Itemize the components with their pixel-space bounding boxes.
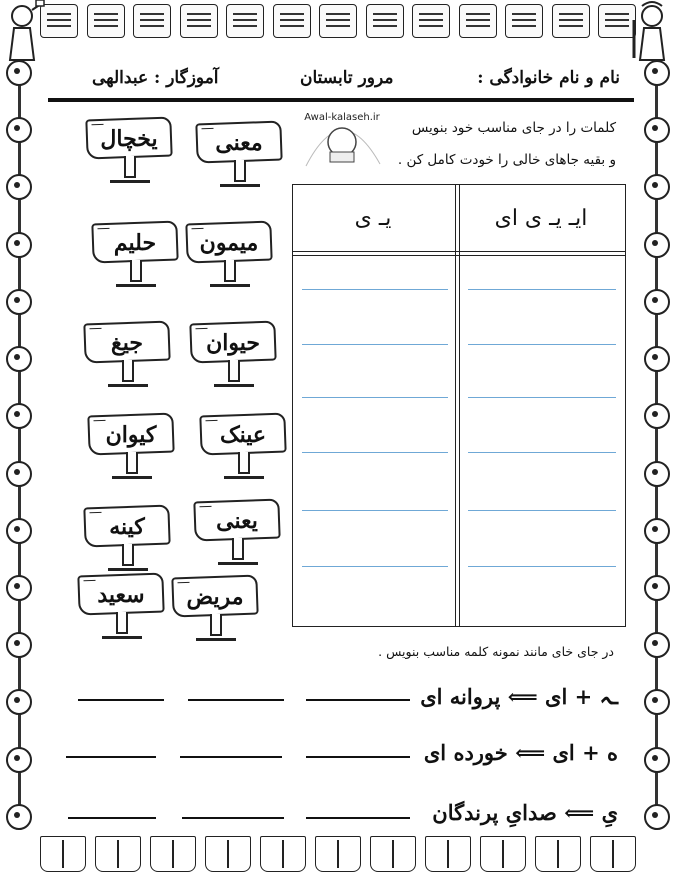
flower-icon (644, 804, 670, 830)
notebook-icon (412, 4, 450, 38)
open-book-icon (480, 836, 526, 872)
notebook-icon (366, 4, 404, 38)
bottom-instruction: در جای خای مانند نمونه کلمه مناسب بنویس . (378, 644, 614, 659)
writing-line[interactable] (302, 452, 448, 453)
flower-icon (644, 575, 670, 601)
example-row-2: ه + ای ⟸ خورده ای (423, 740, 618, 765)
open-book-icon (260, 836, 306, 872)
answer-blank[interactable] (78, 699, 164, 701)
word-sign (200, 408, 292, 482)
flower-icon (6, 232, 32, 258)
flower-icon (644, 289, 670, 315)
word-label: مریض (186, 584, 244, 610)
open-book-icon (315, 836, 361, 872)
flower-icon (644, 346, 670, 372)
word-sign (86, 112, 178, 186)
flower-icon (644, 632, 670, 658)
flower-icon (644, 117, 670, 143)
sign-grass (210, 278, 250, 287)
open-book-icon (205, 836, 251, 872)
notebook-icon (133, 4, 171, 38)
word-label: یعنی (216, 508, 258, 534)
page-title: مرور تابستان (300, 68, 394, 88)
writing-line[interactable] (302, 397, 448, 398)
sign-grass (214, 378, 254, 387)
word-sign (92, 216, 184, 290)
word-sign (84, 500, 176, 574)
notebook-icon (87, 4, 125, 38)
notebook-icon (273, 4, 311, 38)
word-label: میمون (199, 230, 259, 256)
notebook-icon (319, 4, 357, 38)
flower-icon (644, 232, 670, 258)
flower-icon (6, 518, 32, 544)
left-decorative-border (2, 60, 36, 830)
writing-line[interactable] (468, 397, 616, 398)
notebook-icon (180, 4, 218, 38)
notebook-icon (459, 4, 497, 38)
top-decorative-border (40, 4, 636, 40)
open-book-icon (370, 836, 416, 872)
sign-grass (220, 178, 260, 187)
logo-text: Awal-kalaseh.ir (304, 112, 380, 123)
flower-icon (6, 461, 32, 487)
writing-line[interactable] (468, 344, 616, 345)
flower-icon (6, 403, 32, 429)
answer-blank[interactable] (306, 699, 410, 701)
word-sign (196, 116, 288, 190)
notebook-icon (226, 4, 264, 38)
word-label: کینه (109, 514, 145, 540)
sign-grass (108, 378, 148, 387)
word-sign (78, 568, 170, 642)
writing-line[interactable] (468, 452, 616, 453)
flower-icon (644, 60, 670, 86)
sign-grass (218, 556, 258, 565)
column-header-left: یـ ی (354, 206, 392, 231)
writing-line[interactable] (468, 510, 616, 511)
sign-grass (102, 630, 142, 639)
flower-icon (6, 289, 32, 315)
flower-icon (6, 747, 32, 773)
writing-line[interactable] (302, 566, 448, 567)
writing-line[interactable] (468, 566, 616, 567)
name-label: نام و نام خانوادگی : (477, 68, 620, 88)
answer-blank[interactable] (306, 817, 410, 819)
word-label: معنی (215, 130, 263, 156)
header-rule (48, 98, 634, 102)
right-decorative-border (640, 60, 674, 830)
flower-icon (644, 403, 670, 429)
example-row-3: یِ ⟸ صدایِ پرندگان (432, 800, 618, 825)
flower-icon (6, 689, 32, 715)
notebook-icon (505, 4, 543, 38)
sign-grass (112, 470, 152, 479)
word-sign (190, 316, 282, 390)
answer-blank[interactable] (68, 817, 156, 819)
writing-line[interactable] (302, 289, 448, 290)
column-header-right: ایـ یـ ی ای (494, 206, 588, 231)
word-sign (84, 316, 176, 390)
site-logo (296, 106, 388, 172)
sign-grass (116, 278, 156, 287)
word-sign (172, 570, 264, 644)
instruction-line-2: و بقیه جاهای خالی را خودت کامل کن . (397, 152, 616, 168)
open-book-icon (590, 836, 636, 872)
open-book-icon (40, 836, 86, 872)
instruction-line-1: کلمات را در جای مناسب خود بنویس (411, 120, 616, 136)
flower-icon (6, 575, 32, 601)
answer-blank[interactable] (182, 817, 284, 819)
answer-blank[interactable] (180, 756, 282, 758)
writing-line[interactable] (302, 344, 448, 345)
word-label: حیوان (206, 330, 260, 356)
answer-blank[interactable] (306, 756, 410, 758)
flower-icon (644, 518, 670, 544)
example-row-1: ـہ + ای ⟸ پروانه ای (420, 684, 618, 709)
word-label: یخچال (100, 126, 158, 152)
answer-blank[interactable] (188, 699, 284, 701)
word-label: حلیم (113, 230, 157, 256)
word-label: جیغ (111, 330, 143, 356)
flower-icon (644, 174, 670, 200)
flower-icon (6, 174, 32, 200)
sign-grass (110, 174, 150, 183)
answer-blank[interactable] (66, 756, 156, 758)
word-sign (186, 216, 278, 290)
flower-icon (6, 117, 32, 143)
sign-grass (224, 470, 264, 479)
bottom-decorative-border (40, 836, 636, 876)
flower-icon (6, 804, 32, 830)
teacher-label: آموزگار : عبدالهی (92, 68, 219, 88)
flower-icon (6, 632, 32, 658)
word-label: کیوان (105, 422, 157, 448)
table-header-rule (292, 251, 626, 256)
open-book-icon (425, 836, 471, 872)
notebook-icon (552, 4, 590, 38)
flower-icon (644, 747, 670, 773)
open-book-icon (150, 836, 196, 872)
flower-icon (6, 60, 32, 86)
word-sign (88, 408, 180, 482)
flower-icon (644, 689, 670, 715)
open-book-icon (95, 836, 141, 872)
word-sign (194, 494, 286, 568)
sign-grass (196, 632, 236, 641)
writing-line[interactable] (468, 289, 616, 290)
writing-line[interactable] (302, 510, 448, 511)
open-book-icon (535, 836, 581, 872)
word-label: عینک (219, 422, 267, 448)
word-label: سعید (97, 582, 145, 608)
flower-icon (6, 346, 32, 372)
flower-icon (644, 461, 670, 487)
